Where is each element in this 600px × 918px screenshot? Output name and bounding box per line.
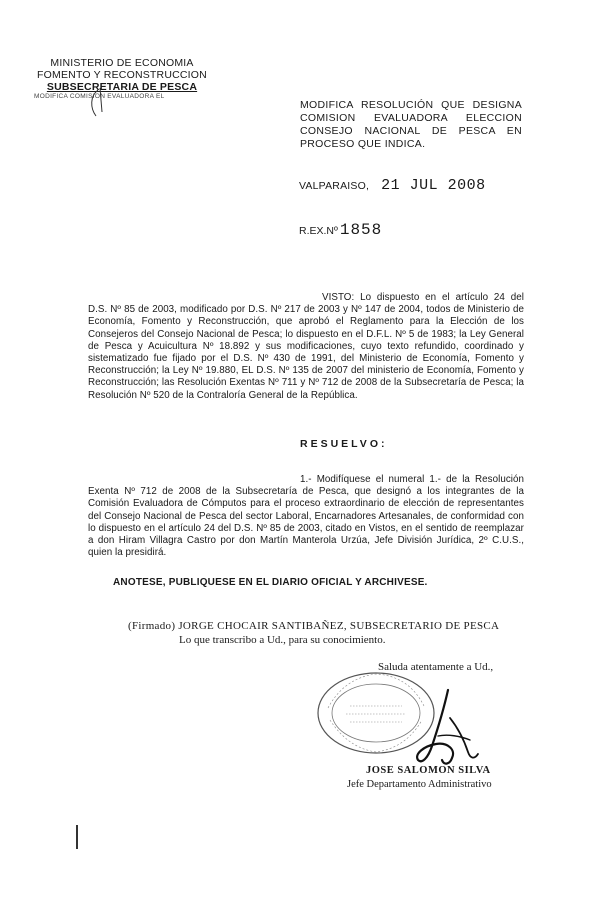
firmado-line: (Firmado) JORGE CHOCAIR SANTIBAÑEZ, SUBSECRETARIO DE PESCA: [128, 620, 500, 632]
resuelvo-heading: RESUELVO:: [300, 438, 388, 450]
place-date: [299, 177, 486, 194]
anotese-line: ANOTESE, PUBLIQUESE EN EL DIARIO OFICIAL Y ARCHIVESE.: [113, 577, 428, 588]
header-subsecretaria: SUBSECRETARIA DE PESCA: [46, 81, 198, 93]
rex-number: 1858: [339, 221, 383, 239]
resolution-item-1: 1.- Modifíquese el numeral 1.- de la Resolución Exenta Nº 712 de 2008 de la Subsecretaría de Pesca, que designó a los integrantes de la Comisión Evaluadora de Cómputos para el proceso extraordinario de elección de representantes del Consejo Nacional de Pesca del sector Laboral, Encarnadores Artesanales, de conformidad con lo dispuesto en el artículo 24 del D.S. Nº 85 de 2003, citado en Vistos, en el sentido de reemplazar a don Hiram Villagra Castro por don Martín Manterola Urzúa, Jefe División Jurídica, 2º C.U.S., quien la presidirá.: [88, 474, 524, 559]
visto-paragraph: VISTO: Lo dispuesto en el artículo 24 del D.S. Nº 85 de 2003, modificado por D.S. Nº 217 de 2003 y Nº 147 de 2004, todos de Ministerio de Economía, Fomento y Reconstrucción, que aprobó el Reglamento para la Elección de los Consejeros del Consejo Nacional de Pesca; lo dispuesto en el D.F.L. Nº 5 de 1983; la Ley General de Pesca y Acuicultura Nº 18.892 y sus modificaciones, cuyo texto refundido, coordinado y sistematizado fue fijado por el D.S. Nº 430 de 1991, del Ministerio de Economía, Fomento y Reconstrucción; la Ley Nº 19.880, EL D.S. Nº 135 de 2007 del ministerio de Economía, Fomento y Reconstrucción; las Resolución Exentas Nº 711 y Nº 712 de 2008 de la Subsecretaría de Pesca; la Resolución Nº 520 de la Contraloría General de la República.: [88, 292, 524, 401]
margin-mark: [76, 825, 78, 849]
transcribo-line: Lo que transcribo a Ud., para su conocimiento.: [179, 634, 386, 646]
header-fomento: FOMENTO Y RECONSTRUCCION: [37, 69, 207, 81]
saluda-line: Saluda atentamente a Ud.,: [378, 661, 494, 673]
header-reference: MODIFICA COMISION EVALUADORA EL: [34, 93, 165, 100]
rex-label: R.EX.Nº: [299, 225, 338, 237]
signatory-name: JOSE SALOMON SILVA: [366, 765, 491, 776]
header-ministry: MINISTERIO DE ECONOMIA: [50, 57, 194, 69]
resolution-number: [299, 221, 382, 239]
subject-block: MODIFICA RESOLUCIÓN QUE DESIGNA COMISION EVALUADORA ELECCION CONSEJO NACIONAL DE PESCA EN PROCESO QUE INDICA.: [300, 99, 522, 150]
date-stamp: 21 JUL 2008: [381, 177, 486, 194]
signatory-title: Jefe Departamento Administrativo: [347, 779, 492, 790]
initials-mark: [80, 86, 130, 122]
handwritten-signature: [408, 688, 488, 770]
city: VALPARAISO,: [299, 180, 370, 192]
